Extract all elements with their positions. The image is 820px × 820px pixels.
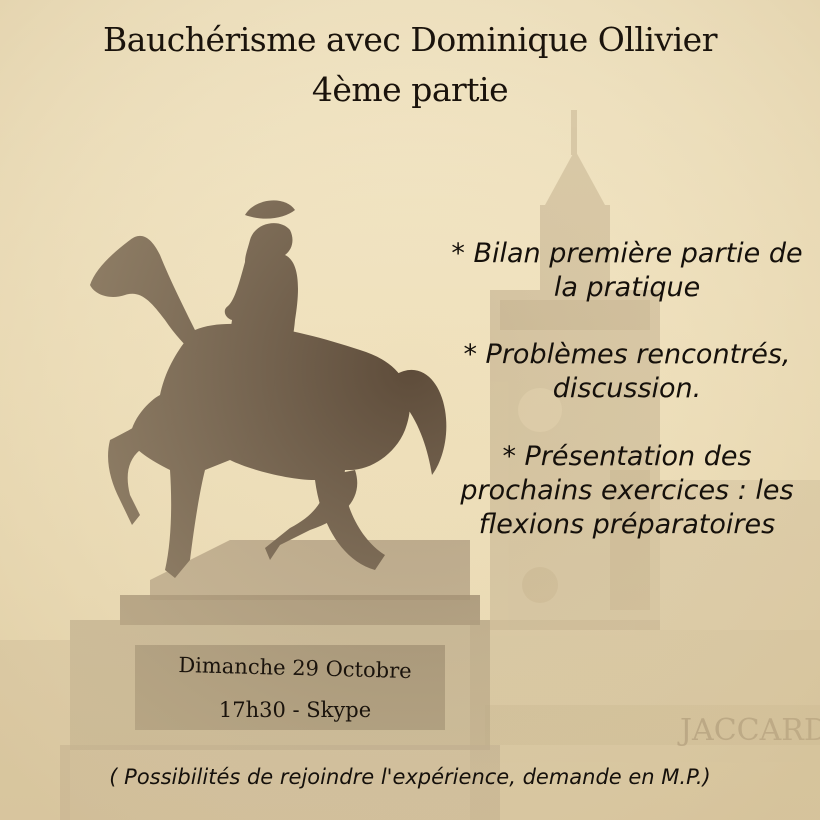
join-note: ( Possibilités de rejoindre l'expérience, demande en M.P.) <box>109 765 711 789</box>
title-line-1: Bauchérisme avec Dominique Ollivier <box>103 20 717 59</box>
agenda-item-review: * Bilan première partie de la pratique <box>451 238 803 303</box>
session-date: Dimanche 29 Octobre <box>178 652 412 684</box>
title-line-2: 4ème partie <box>311 70 509 109</box>
agenda-item-next-exercises: * Présentation des prochains exercices : les flexions préparatoires <box>460 441 794 540</box>
session-time: 17h30 - Skype <box>218 698 372 722</box>
agenda-item-discussion: * Problèmes rencontrés, discussion. <box>463 339 791 404</box>
